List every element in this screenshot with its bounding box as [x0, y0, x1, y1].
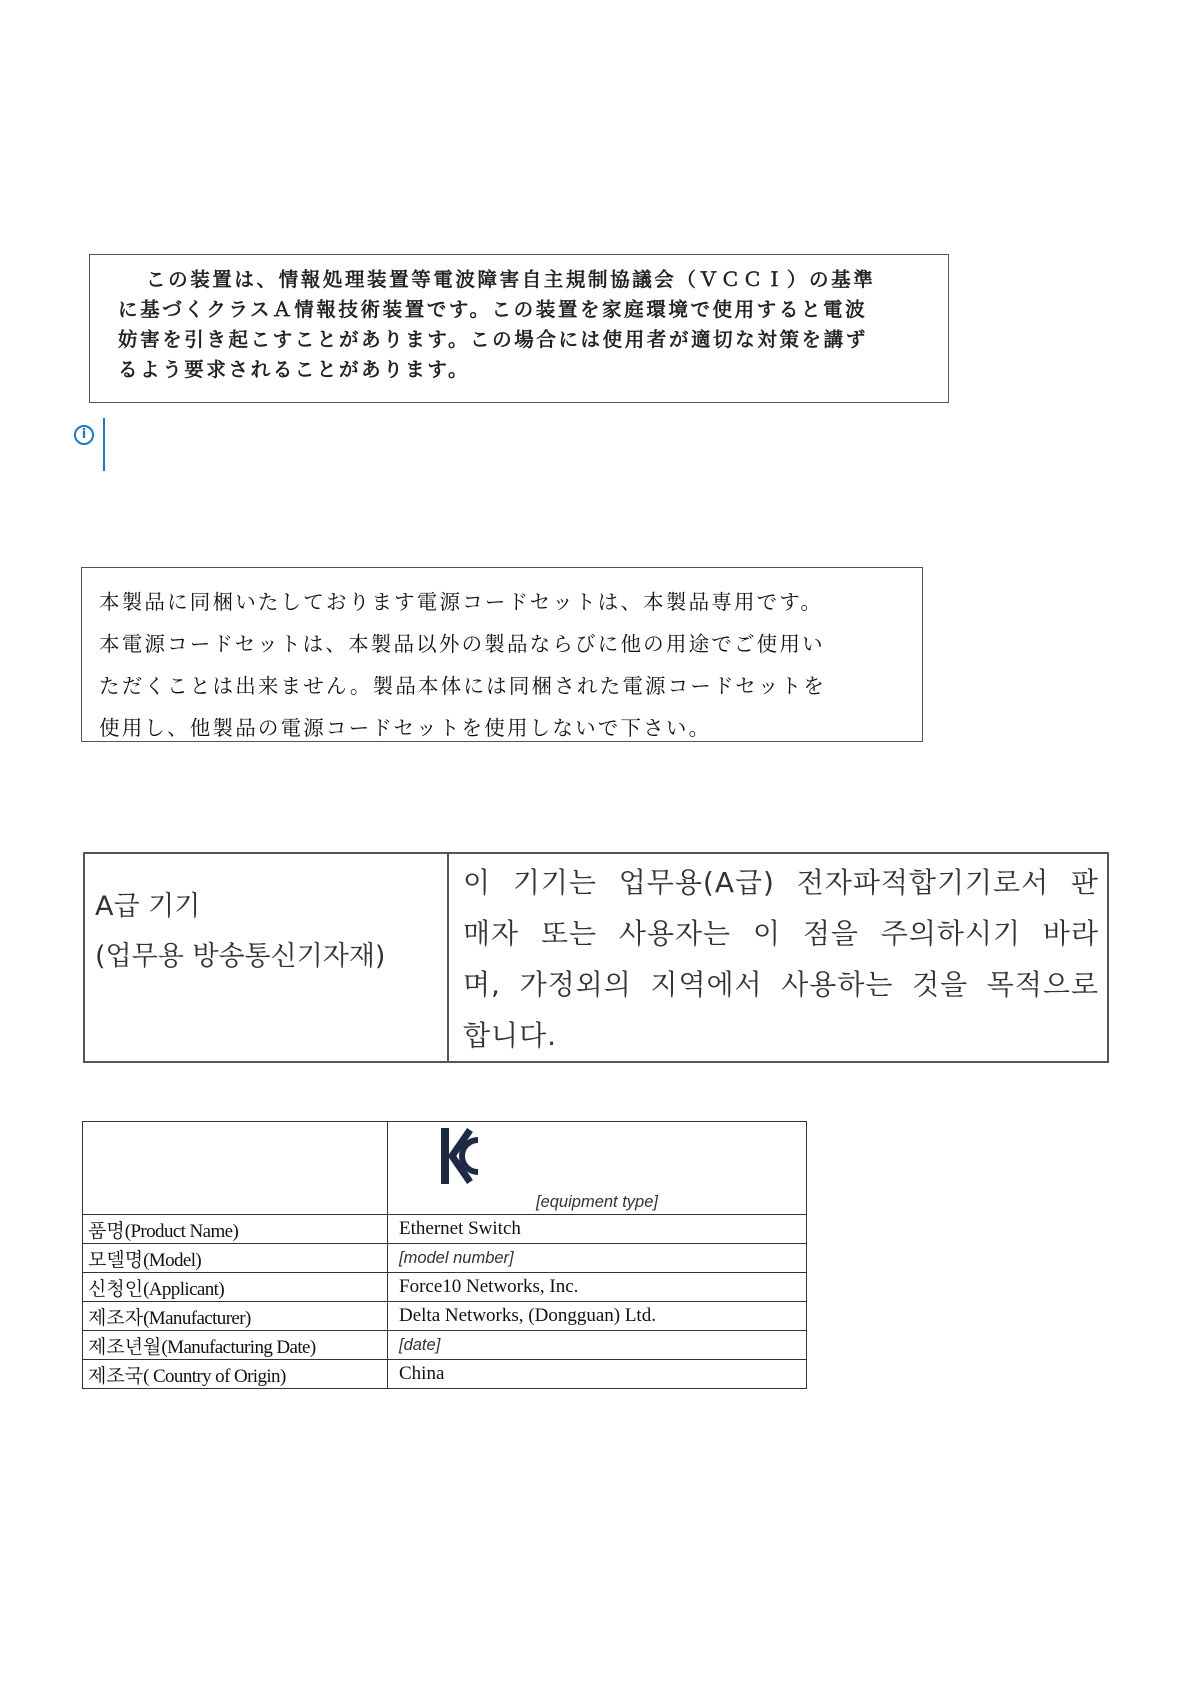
kc-class-text-line: 합니다. [463, 1019, 558, 1052]
power-cord-notice-box [81, 567, 923, 742]
kc-row-product-name [83, 1215, 807, 1244]
kc-class-text-line: 이 기기는 업무용(A급) 전자파적합기기로서 판 [463, 866, 1099, 899]
kc-header-row [83, 1122, 807, 1215]
kc-class-sublabel: (업무용 방송통신기자재) [95, 941, 386, 972]
kc-row-label: 모델명(Model) [83, 1244, 388, 1273]
kc-row-label: 제조년월(Manufacturing Date) [83, 1331, 388, 1360]
kc-class-a-table [83, 852, 1109, 1063]
kc-row-value: Delta Networks, (Dongguan) Ltd. [388, 1302, 807, 1331]
kc-row-manufacturing-date [83, 1331, 807, 1360]
kc-class-label: A급 기기 [95, 891, 201, 922]
kc-row-manufacturer [83, 1302, 807, 1331]
cord-line-4: 使用し、他製品の電源コードセットを使用しないで下さい。 [99, 716, 712, 740]
kc-row-value: [date] [388, 1331, 807, 1360]
kc-class-text-line: 매자 또는 사용자는 이 점을 주의하시기 바라 [463, 917, 1099, 950]
kc-row-label: 제조국( Country of Origin) [83, 1360, 388, 1389]
kc-class-text-cell [448, 853, 1108, 1062]
kc-row-country [83, 1360, 807, 1389]
vcci-line-3: 妨害を引き起こすことがあります。この場合には使用者が適切な対策を講ず [118, 328, 868, 351]
cord-line-1: 本製品に同梱いたしております電源コードセットは、本製品専用です。 [99, 590, 824, 614]
kc-header-empty-cell [83, 1122, 388, 1215]
kc-row-value: [model number] [388, 1244, 807, 1273]
kc-row-label: 신청인(Applicant) [83, 1273, 388, 1302]
kc-row-model [83, 1244, 807, 1273]
kc-mark-logo [440, 1126, 480, 1188]
cord-line-3: ただくことは出来ません。製品本体には同梱された電源コードセットを [99, 674, 827, 698]
info-circle-icon: i [74, 425, 94, 445]
equipment-type: [equipment type] [536, 1193, 658, 1211]
kc-row-applicant [83, 1273, 807, 1302]
vcci-notice-box [89, 254, 949, 403]
vcci-line-2: に基づくクラスＡ情報技術装置です。この装置を家庭環境で使用すると電波 [118, 298, 868, 321]
vcci-line-4: るよう要求されることがあります。 [118, 358, 471, 381]
kc-row-value: Ethernet Switch [388, 1215, 807, 1244]
kc-class-text-line: 며, 가정외의 지역에서 사용하는 것을 목적으로 [463, 968, 1099, 1001]
kc-class-label-cell [84, 853, 448, 1062]
note-bar [103, 418, 105, 471]
kc-row-label: 품명(Product Name) [83, 1215, 388, 1244]
kc-row-value: China [388, 1360, 807, 1389]
cord-line-2: 本電源コードセットは、本製品以外の製品ならびに他の用途でご使用い [99, 632, 825, 656]
vcci-line-1: この装置は、情報処理装置等電波障害自主規制協議会（ＶＣＣＩ）の基準 [146, 268, 876, 291]
kc-row-label: 제조자(Manufacturer) [83, 1302, 388, 1331]
kc-label-table [82, 1121, 807, 1389]
kc-row-value: Force10 Networks, Inc. [388, 1273, 807, 1302]
kc-logo-cell [388, 1122, 807, 1215]
